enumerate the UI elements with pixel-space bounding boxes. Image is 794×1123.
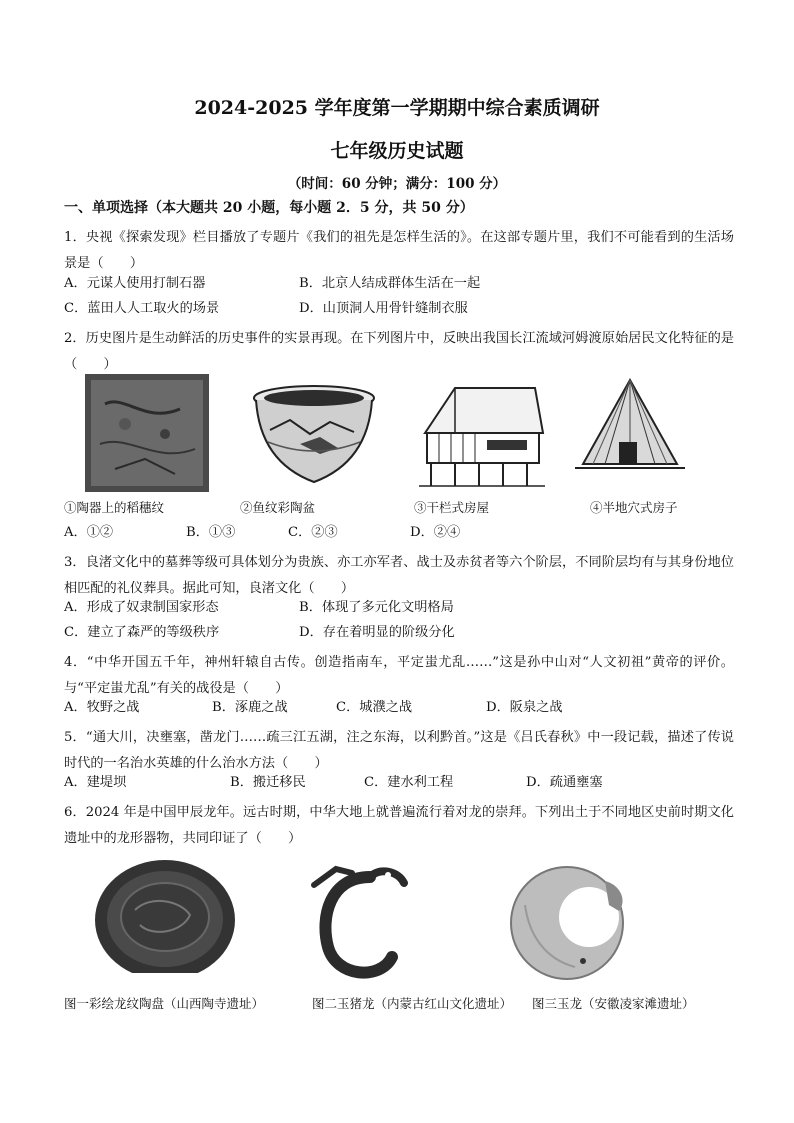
question-6-stem: 6．2024 年是中国甲辰龙年。远古时期，中华大地上就普遍流行着对龙的崇拜。下列出土于不同地区史前时期文化遗址中的龙形器物，共同印证了（ ） [64,805,734,846]
q5-option-c: C．建水利工程 [364,775,454,790]
q3-option-a: A．形成了奴隶制国家形态 [64,600,219,615]
q2-caption-1: ①陶器上的稻穗纹 [64,500,165,515]
q2-option-d: D．②④ [410,525,461,540]
exam-title: 2024-2025 学年度第一学期期中综合素质调研 [194,97,600,119]
q3-option-d: D．存在着明显的阶级分化 [299,625,455,640]
q2-caption-2: ②鱼纹彩陶盆 [240,500,316,515]
jade-dragon-image [505,855,635,985]
q6-caption-3: 图三玉龙（安徽凌家滩遗址） [532,996,695,1011]
question-1-stem: 1．央视《探索发现》栏目播放了专题片《我们的祖先是怎样生活的》。在这部专题片里，我们不可能看到的生活场景是（ ） [64,230,734,271]
q5-option-d: D．疏通壅塞 [526,775,603,790]
stilt-house-image [415,378,547,490]
q5-option-b: B．搬迁移民 [230,775,306,790]
q4-option-d: D．阪泉之战 [486,700,563,715]
exam-meta: （时间：60 分钟；满分：100 分） [287,176,507,192]
q6-caption-1: 图一彩绘龙纹陶盘（山西陶寺遗址） [64,996,265,1011]
q2-option-b: B．①③ [186,525,236,540]
exam-subject: 七年级历史试题 [330,140,464,162]
jade-pig-dragon-image [300,857,410,987]
q4-option-c: C．城濮之战 [336,700,413,715]
q1-option-d: D．山顶洞人用骨针缝制衣服 [299,301,468,316]
question-5-stem: 5．“通大川，决壅塞，凿龙门……疏三江五湖，注之东海，以利黔首。”这是《吕氏春秋》中一段记载，描述了传说时代的一名治水英雄的什么治水方法（ ） [64,730,734,771]
semi-subterranean-house-image [575,376,685,486]
q1-option-a: A．元谋人使用打制石器 [64,276,206,291]
q2-option-a: A．①② [64,525,114,540]
q1-option-c: C．蓝田人人工取火的场景 [64,301,220,316]
question-4-stem: 4．“中华开国五千年，神州轩辕自古传。创造指南车，平定蚩尤乱……”这是孙中山对“人文初祖”黄帝的评价。与“平定蚩尤乱”有关的战役是（ ） [64,655,734,696]
q3-option-c: C．建立了森严的等级秩序 [64,625,220,640]
q1-option-b: B．北京人结成群体生活在一起 [299,276,481,291]
q4-option-b: B．涿鹿之战 [212,700,288,715]
question-2-stem: 2．历史图片是生动鲜活的历史事件的实景再现。在下列图片中，反映出我国长江流域河姆渡原始居民文化特征的是（ ） [64,331,734,372]
q4-option-a: A．牧野之战 [64,700,140,715]
q2-caption-4: ④半地穴式房子 [590,500,678,515]
section-heading: 一、单项选择（本大题共 20 小题，每小题 2．5 分，共 50 分） [64,200,474,216]
rice-pattern-pottery-image [85,374,209,492]
q3-option-b: B．体现了多元化文明格局 [299,600,454,615]
q2-caption-3: ③干栏式房屋 [414,500,490,515]
q2-option-c: C．②③ [288,525,338,540]
q5-option-a: A．建堤坝 [64,775,127,790]
q6-caption-2: 图二玉猪龙（内蒙古红山文化遗址） [312,996,513,1011]
dragon-painted-pottery-plate-image [90,855,240,985]
question-3-stem: 3．良渚文化中的墓葬等级可具体划分为贵族、亦工亦军者、战士及赤贫者等六个阶层，不同阶层均有与其身份地位相匹配的礼仪葬具。据此可知，良渚文化（ ） [64,555,734,596]
fish-pattern-painted-basin-image [250,382,378,486]
